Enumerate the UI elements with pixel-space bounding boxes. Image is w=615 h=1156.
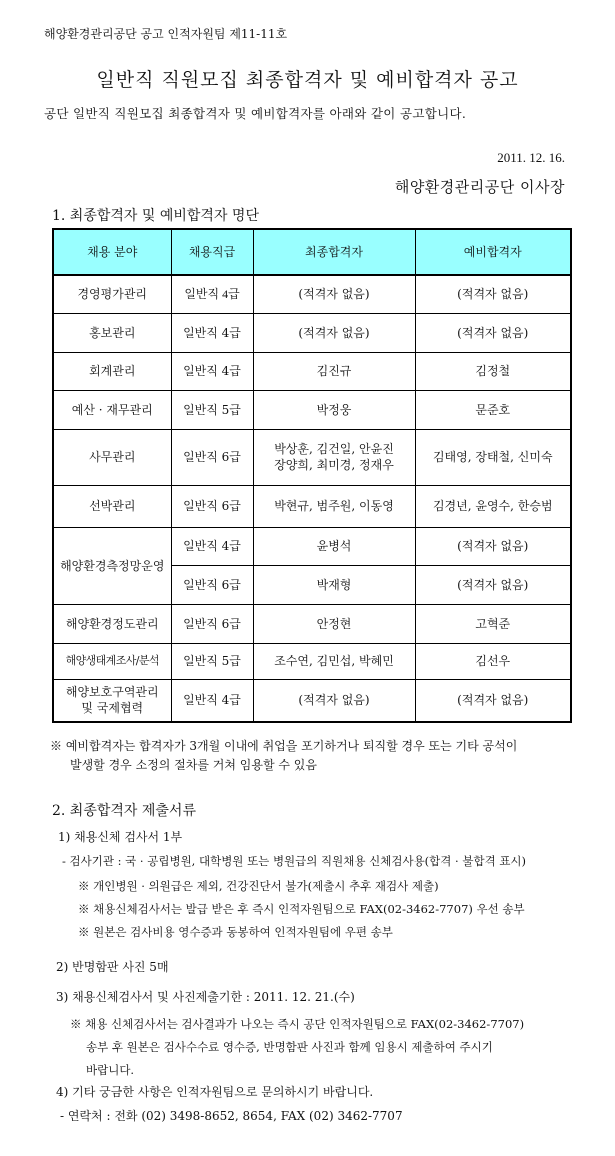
notice-reference-number: 해양환경관리공단 공고 인적자원팀 제11-11호 [44,27,288,41]
cell-reserve: (적격자 없음) [415,527,571,565]
cell-field: 예산 · 재무관리 [53,390,171,429]
cell-field: 회계관리 [53,352,171,390]
cell-field-merged: 해양환경측정망운영 [53,527,171,604]
cell-reserve: (적격자 없음) [415,565,571,604]
table-row [53,527,571,565]
reserve-note-line: 발생할 경우 소정의 절차를 거쳐 임용할 수 있음 [70,758,317,772]
cell-reserve: 문준호 [415,390,571,429]
cell-grade: 일반직 4급 [171,352,253,390]
doc-item-3-note-line: 송부 후 원본은 검사수수료 영수증, 반명함판 사진과 함께 임용시 제출하여 주시기 [86,1040,493,1054]
table-row [53,643,571,679]
cell-grade: 일반직 5급 [171,390,253,429]
cell-reserve: 김선우 [415,643,571,679]
doc-item-1-detail: - 검사기관 : 국 · 공립병원, 대학병원 또는 병원급의 직원채용 신체검사용(합격 · 불합격 표시) [62,854,527,868]
cell-final: (적격자 없음) [253,275,415,313]
doc-item-1-note: ※ 원본은 검사비용 영수증과 동봉하여 인적자원팀에 우편 송부 [78,925,393,939]
cell-field: 해양생태계조사/분석 [53,643,171,679]
cell-grade: 일반직 6급 [171,485,253,527]
section-1-heading: 1. 최종합격자 및 예비합격자 명단 [52,208,259,224]
table-row [53,352,571,390]
cell-final: 윤병석 [253,527,415,565]
cell-final: 김진규 [253,352,415,390]
cell-grade: 일반직 4급 [171,679,253,722]
doc-item-1-note: ※ 채용신체검사서는 발급 받은 후 즉시 인적자원팀으로 FAX(02-3462-7707) 우선 송부 [78,902,525,916]
issuer-name: 해양환경관리공단 이사장 [394,178,565,196]
applicant-roster-table [52,228,572,723]
cell-reserve: (적격자 없음) [415,275,571,313]
cell-grade: 일반직 6급 [171,429,253,485]
table-row [53,313,571,352]
cell-grade: 일반직 4급 [171,275,253,313]
cell-reserve: (적격자 없음) [415,313,571,352]
cell-grade: 일반직 6급 [171,604,253,643]
doc-item-1-note: ※ 개인병원 · 의원급은 제외, 건강진단서 불가(제출시 추후 재검사 제출) [78,879,439,893]
cell-reserve: 김정철 [415,352,571,390]
table-row [53,390,571,429]
doc-item-3-note-line: 바랍니다. [86,1063,135,1077]
column-header-field: 채용 분야 [53,229,171,275]
notice-date: 2011. 12. 16. [497,150,565,165]
intro-text: 공단 일반직 직원모집 최종합격자 및 예비합격자를 아래와 같이 공고합니다. [44,106,467,121]
cell-reserve: 김태영, 장태철, 신미숙 [415,429,571,485]
section-2-heading: 2. 최종합격자 제출서류 [52,803,196,819]
page-title: 일반직 직원모집 최종합격자 및 예비합격자 공고 [96,69,519,91]
cell-grade: 일반직 6급 [171,565,253,604]
doc-item-3-note [70,1013,600,1082]
doc-item-4: 4) 기타 궁금한 사항은 인적자원팀으로 문의하시기 바랍니다. [56,1085,374,1099]
cell-final: 안정현 [253,604,415,643]
reserve-note [50,737,595,775]
doc-item-3: 3) 채용신체검사서 및 사진제출기한 : 2011. 12. 21.(수) [56,990,355,1004]
cell-final: (적격자 없음) [253,679,415,722]
cell-final: 박정웅 [253,390,415,429]
cell-field-line: 및 국제협력 [81,701,144,716]
cell-field-line: 해양보호구역관리 [65,685,159,700]
cell-final: 조수연, 김민섭, 박혜민 [253,643,415,679]
table-row [53,679,571,722]
cell-reserve: (적격자 없음) [415,679,571,722]
doc-item-2: 2) 반명함판 사진 5매 [56,960,169,974]
cell-final: 박재형 [253,565,415,604]
cell-final: (적격자 없음) [253,313,415,352]
table-row [53,429,571,485]
doc-item-1: 1) 채용신체 검사서 1부 [58,830,183,844]
reserve-note-line: ※ 예비합격자는 합격자가 3개월 이내에 취업을 포기하거나 퇴직할 경우 또는 기타 공석이 [50,739,518,753]
table-row [53,485,571,527]
cell-final: 박현규, 범주원, 이동영 [253,485,415,527]
cell-grade: 일반직 4급 [171,313,253,352]
cell-field: 사무관리 [53,429,171,485]
cell-field [53,679,171,722]
doc-item-3-note-line: ※ 채용 신체검사서는 검사결과가 나오는 즉시 공단 인적자원팀으로 FAX(02-3462-7707) [70,1017,525,1031]
cell-field: 선박관리 [53,485,171,527]
cell-grade: 일반직 5급 [171,643,253,679]
cell-reserve: 고혁준 [415,604,571,643]
cell-field: 경영평가관리 [53,275,171,313]
column-header-reserve: 예비합격자 [415,229,571,275]
cell-field: 홍보관리 [53,313,171,352]
contact-info: - 연락처 : 전화 (02) 3498-8652, 8654, FAX (02) 3462-7707 [60,1109,403,1123]
cell-grade: 일반직 4급 [171,527,253,565]
table-row [53,275,571,313]
cell-field: 해양환경정도관리 [53,604,171,643]
table-row [53,604,571,643]
cell-final-line: 박상훈, 김건일, 안윤진 [274,442,394,456]
column-header-final: 최종합격자 [253,229,415,275]
column-header-grade: 채용직급 [171,229,253,275]
table-header-row [53,229,571,275]
cell-final [253,429,415,485]
cell-final-line: 장양희, 최미경, 정재우 [274,458,394,472]
cell-reserve: 김경년, 윤영수, 한승범 [415,485,571,527]
